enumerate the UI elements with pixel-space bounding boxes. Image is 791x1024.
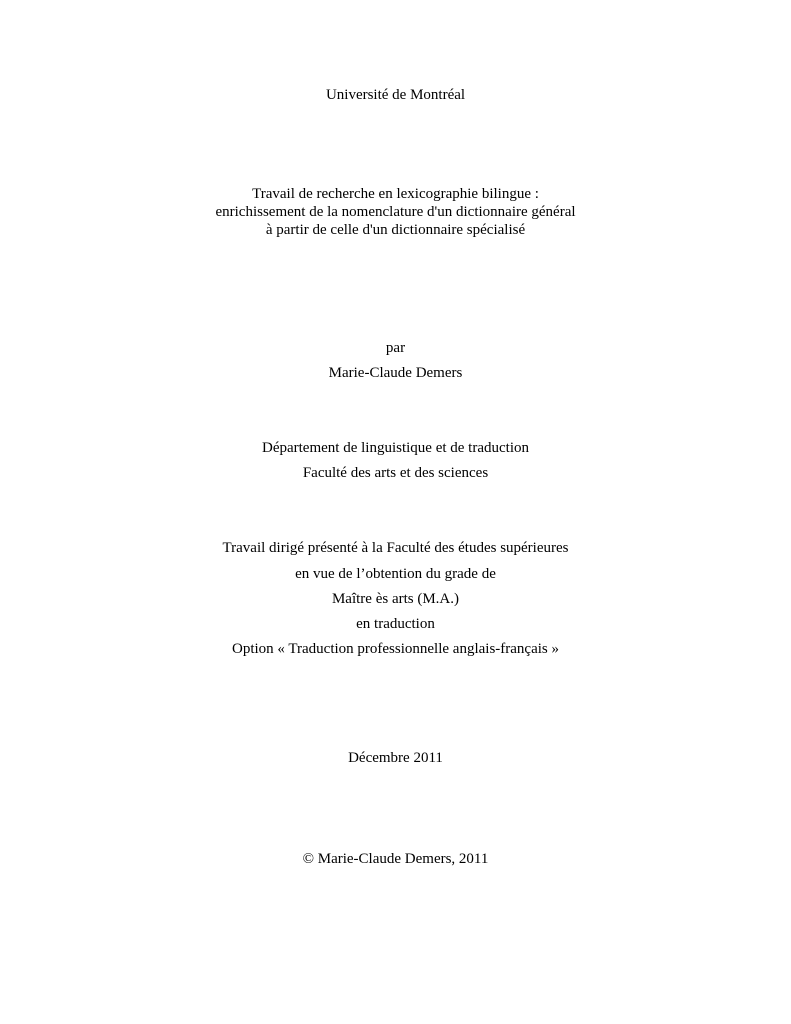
university-name: Université de Montréal [325,87,466,103]
discipline: en traduction [356,616,435,632]
degree-name: Maître ès arts (M.A.) [331,591,460,607]
submission-line-2: en vue de l’obtention du grade de [295,566,496,582]
author-name: Marie-Claude Demers [328,365,463,381]
copyright-notice: © Marie-Claude Demers, 2011 [302,851,489,867]
submission-date: Décembre 2011 [348,750,443,766]
thesis-title-line-3: à partir de celle d'un dictionnaire spécialisé [265,222,526,238]
thesis-title-line-2: enrichissement de la nomenclature d'un dictionnaire général [215,204,576,220]
department-name: Département de linguistique et de traduction [262,440,529,456]
by-label: par [385,340,406,356]
faculty-name: Faculté des arts et des sciences [302,465,489,481]
program-option: Option « Traduction professionnelle anglais-français » [231,641,560,657]
thesis-title-line-1: Travail de recherche en lexicographie bilingue : [252,186,539,202]
submission-line-1: Travail dirigé présenté à la Faculté des études supérieures [222,540,569,556]
